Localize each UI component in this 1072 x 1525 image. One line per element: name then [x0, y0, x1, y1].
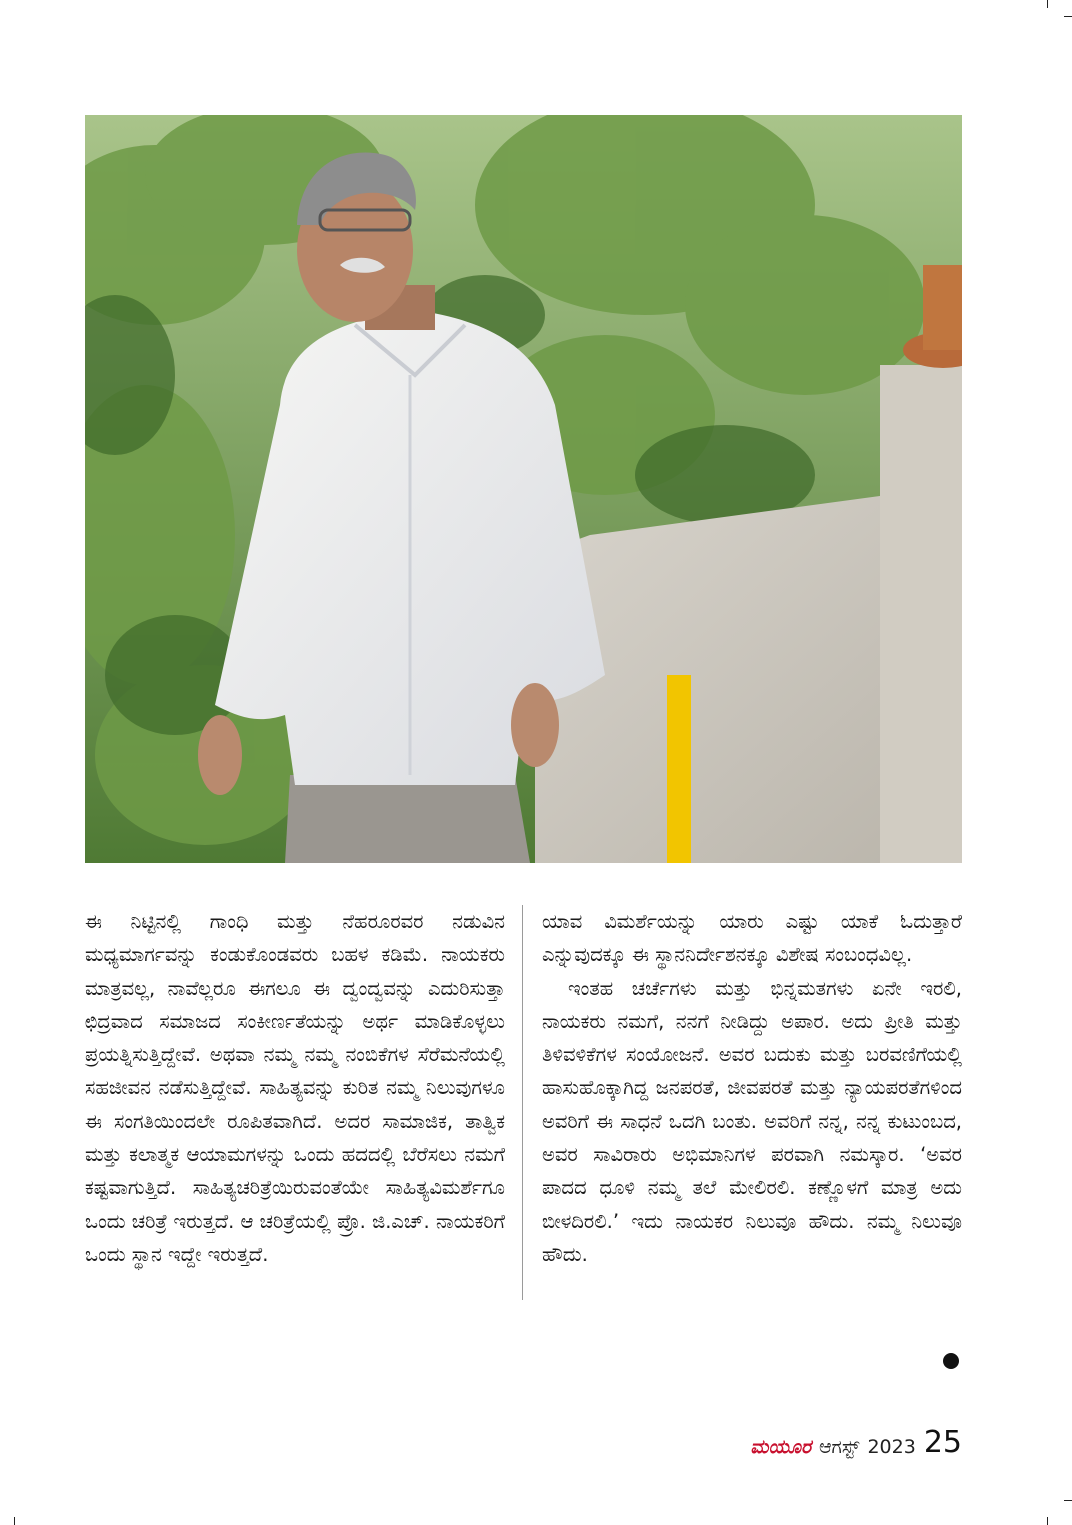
portrait-photo-illustration: [85, 115, 962, 863]
issue-year: 2023: [867, 1436, 916, 1458]
article-column-right: [542, 905, 962, 1271]
crop-mark-top-right: [1047, 0, 1048, 8]
issue-month: ಆಗಸ್ಟ್: [819, 1436, 860, 1458]
crop-mark-bottom-left: [14, 1517, 15, 1525]
article-paragraph: ಇಂತಹ ಚರ್ಚೆಗಳು ಮತ್ತು ಭಿನ್ನಮತಗಳು ಏನೇ ಇರಲಿ, ನಾಯಕರು ನಮಗೆ, ನನಗೆ ನೀಡಿದ್ದು ಅಪಾರ. ಅದು ಪ್ರೀತಿ ಮತ್ತು ತಿಳಿವಳಿಕೆಗಳ ಸಂಯೋಜನೆ. ಅವರ ಬದುಕು ಮತ್ತು ಬರವಣಿಗೆಯಲ್ಲಿ ಹಾಸುಹೊಕ್ಕಾಗಿದ್ದ ಜನಪರತೆ, ಜೀವಪರತೆ ಮತ್ತು ನ್ಯಾಯಪರತೆಗಳಿಂದ ಅವರಿಗೆ ಈ ಸಾಧನೆ ಒದಗಿ ಬಂತು. ಅವರಿಗೆ ನನ್ನ, ನನ್ನ ಕುಟುಂಬದ, ಅವರ ಸಾವಿರಾರು ಅಭಿಮಾನಿಗಳ ಪರವಾಗಿ ನಮಸ್ಕಾರ. ‘ಅವರ ಪಾದದ ಧೂಳಿ ನಮ್ಮ ತಲೆ ಮೇಲಿರಲಿ. ಕಣ್ಣೊಳಗೆ ಮಾತ್ರ ಅದು ಬೀಳದಿರಲಿ.’ ಇದು ನಾಯಕರ ನಿಲುವೂ ಹೌದು. ನಮ್ಮ ನಿಲುವೂ ಹೌದು.: [542, 976, 962, 1266]
magazine-name: ಮಯೂರ: [750, 1436, 812, 1458]
page-number: 25: [923, 1425, 962, 1460]
portrait-photo: [85, 115, 962, 863]
crop-mark-right-top: [1064, 16, 1072, 17]
column-divider: [522, 905, 523, 1300]
page-footer: [740, 1418, 962, 1458]
end-of-article-bullet-icon: [943, 1353, 959, 1369]
article-column-left: [85, 905, 505, 1271]
article-paragraph: ಈ ನಿಟ್ಟಿನಲ್ಲಿ ಗಾಂಧಿ ಮತ್ತು ನೆಹರೂರವರ ನಡುವಿನ ಮಧ್ಯಮಾರ್ಗವನ್ನು ಕಂಡುಕೊಂಡವರು ಬಹಳ ಕಡಿಮೆ. ನಾಯಕರು ಮಾತ್ರವಲ್ಲ, ನಾವೆಲ್ಲರೂ ಈಗಲೂ ಈ ದ್ವಂದ್ವವನ್ನು ಎದುರಿಸುತ್ತಾ ಛಿದ್ರವಾದ ಸಮಾಜದ ಸಂಕೀರ್ಣತೆಯನ್ನು ಅರ್ಥ ಮಾಡಿಕೊಳ್ಳಲು ಪ್ರಯತ್ನಿಸುತ್ತಿದ್ದೇವೆ. ಅಥವಾ ನಮ್ಮ ನಮ್ಮ ನಂಬಿಕೆಗಳ ಸೆರೆಮನೆಯಲ್ಲಿ ಸಹಜೀವನ ನಡೆಸುತ್ತಿದ್ದೇವೆ. ಸಾಹಿತ್ಯವನ್ನು ಕುರಿತ ನಮ್ಮ ನಿಲುವುಗಳೂ ಈ ಸಂಗತಿಯಿಂದಲೇ ರೂಪಿತವಾಗಿದೆ. ಅದರ ಸಾಮಾಜಿಕ, ತಾತ್ವಿಕ ಮತ್ತು ಕಲಾತ್ಮಕ ಆಯಾಮಗಳನ್ನು ಒಂದು ಹದದಲ್ಲಿ ಬೆರೆಸಲು ನಮಗೆ ಕಷ್ಟವಾಗುತ್ತಿದೆ. ಸಾಹಿತ್ಯಚರಿತ್ರೆಯಿರುವಂತೆಯೇ ಸಾಹಿತ್ಯವಿಮರ್ಶೆಗೂ ಒಂದು ಚರಿತ್ರೆ ಇರುತ್ತದೆ. ಆ ಚರಿತ್ರೆಯಲ್ಲಿ ಪ್ರೊ. ಜಿ.ಎಚ್. ನಾಯಕರಿಗೆ ಒಂದು ಸ್ಥಾನ ಇದ್ದೇ ಇರುತ್ತದೆ.: [85, 910, 505, 1266]
crop-mark-right-bottom: [1064, 1500, 1072, 1501]
article-paragraph: ಯಾವ ವಿಮರ್ಶೆಯನ್ನು ಯಾರು ಎಷ್ಟು ಯಾಕೆ ಓದುತ್ತಾರೆ ಎನ್ನುವುದಕ್ಕೂ ಈ ಸ್ಥಾನನಿರ್ದೇಶನಕ್ಕೂ ವಿಶೇಷ ಸಂಬಂಧವಿಲ್ಲ.: [542, 910, 962, 967]
crop-mark-bottom-right: [1047, 1517, 1048, 1525]
